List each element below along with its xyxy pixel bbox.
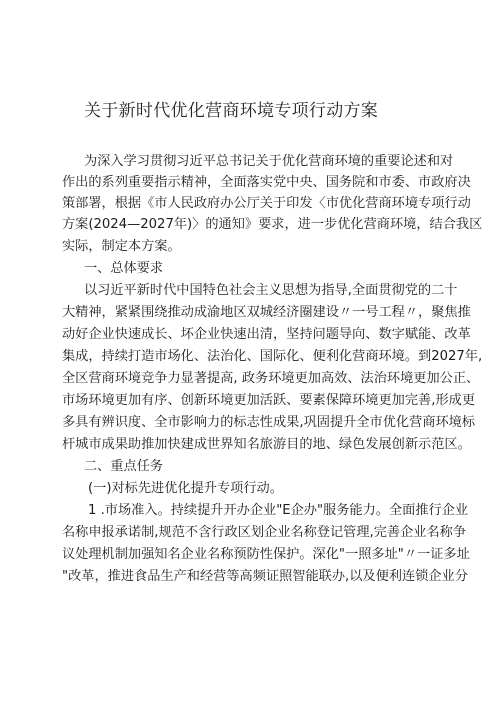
paragraph-line: 方案(2024—2027年)〉的通知》要求，进一步优化营商环境，结合我区	[62, 217, 483, 232]
paragraph-line: 为深入学习贯彻习近平总书记关于优化营商环境的重要论述和对	[84, 154, 454, 169]
paragraph-line: 以习近平新时代中国特色社会主义思想为指导,全面贯彻党的二十	[84, 283, 458, 298]
paragraph-line: 集成，持续打造市场化、法治化、国际化、便利化营商环境。到2027年,	[62, 349, 483, 364]
paragraph-line: 全区营商环境竞争力显著提高, 政务环境更加高效、法治环境更加公正、	[62, 371, 480, 386]
paragraph-line: 作出的系列重要指示精神，全面落实党中央、国务院和市委、市政府决	[62, 175, 471, 190]
paragraph-line: 策部署，根据《市人民政府办公厅关于印发〈市优化营商环境专项行动	[62, 196, 471, 211]
paragraph-line: 杆城市成果助推加快建成世界知名旅游目的地、绿色发展创新示范区。	[62, 437, 471, 452]
paragraph-line: 大精神，紧紧围绕推动成渝地区双城经济圈建设〃一号工程〃，聚焦推	[62, 305, 471, 320]
paragraph-line: 实际，制定本方案。	[62, 239, 181, 254]
paragraph-line: 多具有辨识度、全市影响力的标志性成果,巩固提升全市优化营商环境标	[62, 415, 476, 430]
section-heading: 一、总体要求	[84, 261, 164, 276]
paragraph-line: 动好企业快速成长、坏企业快速出清，坚持问题导向、数字赋能、改革	[62, 327, 471, 342]
subsection-heading: (一)对标先进优化提升专项行动。	[88, 481, 283, 496]
document-title: 关于新时代优化营商环境专项行动方案	[84, 101, 379, 121]
paragraph-line: 议处理机制加强知名企业名称预防性保护。深化"一照多址"〃一证多址	[62, 547, 470, 562]
paragraph-line: 名称申报承诺制,规范不含行政区划企业名称登记管理,完善企业名称争	[62, 525, 467, 540]
section-heading: 二、重点任务	[84, 459, 164, 474]
paragraph-line: 1 .市场准入。持续提升开办企业"E企办"服务能力。全面推行企业	[88, 503, 469, 518]
paragraph-line: 市场环境更加有序、创新环境更加活跃、要素保障环境更加完善,形成更	[62, 393, 476, 408]
paragraph-line: "改革，推进食品生产和经营等高频证照智能联办,以及便利连锁企业分	[62, 569, 468, 584]
